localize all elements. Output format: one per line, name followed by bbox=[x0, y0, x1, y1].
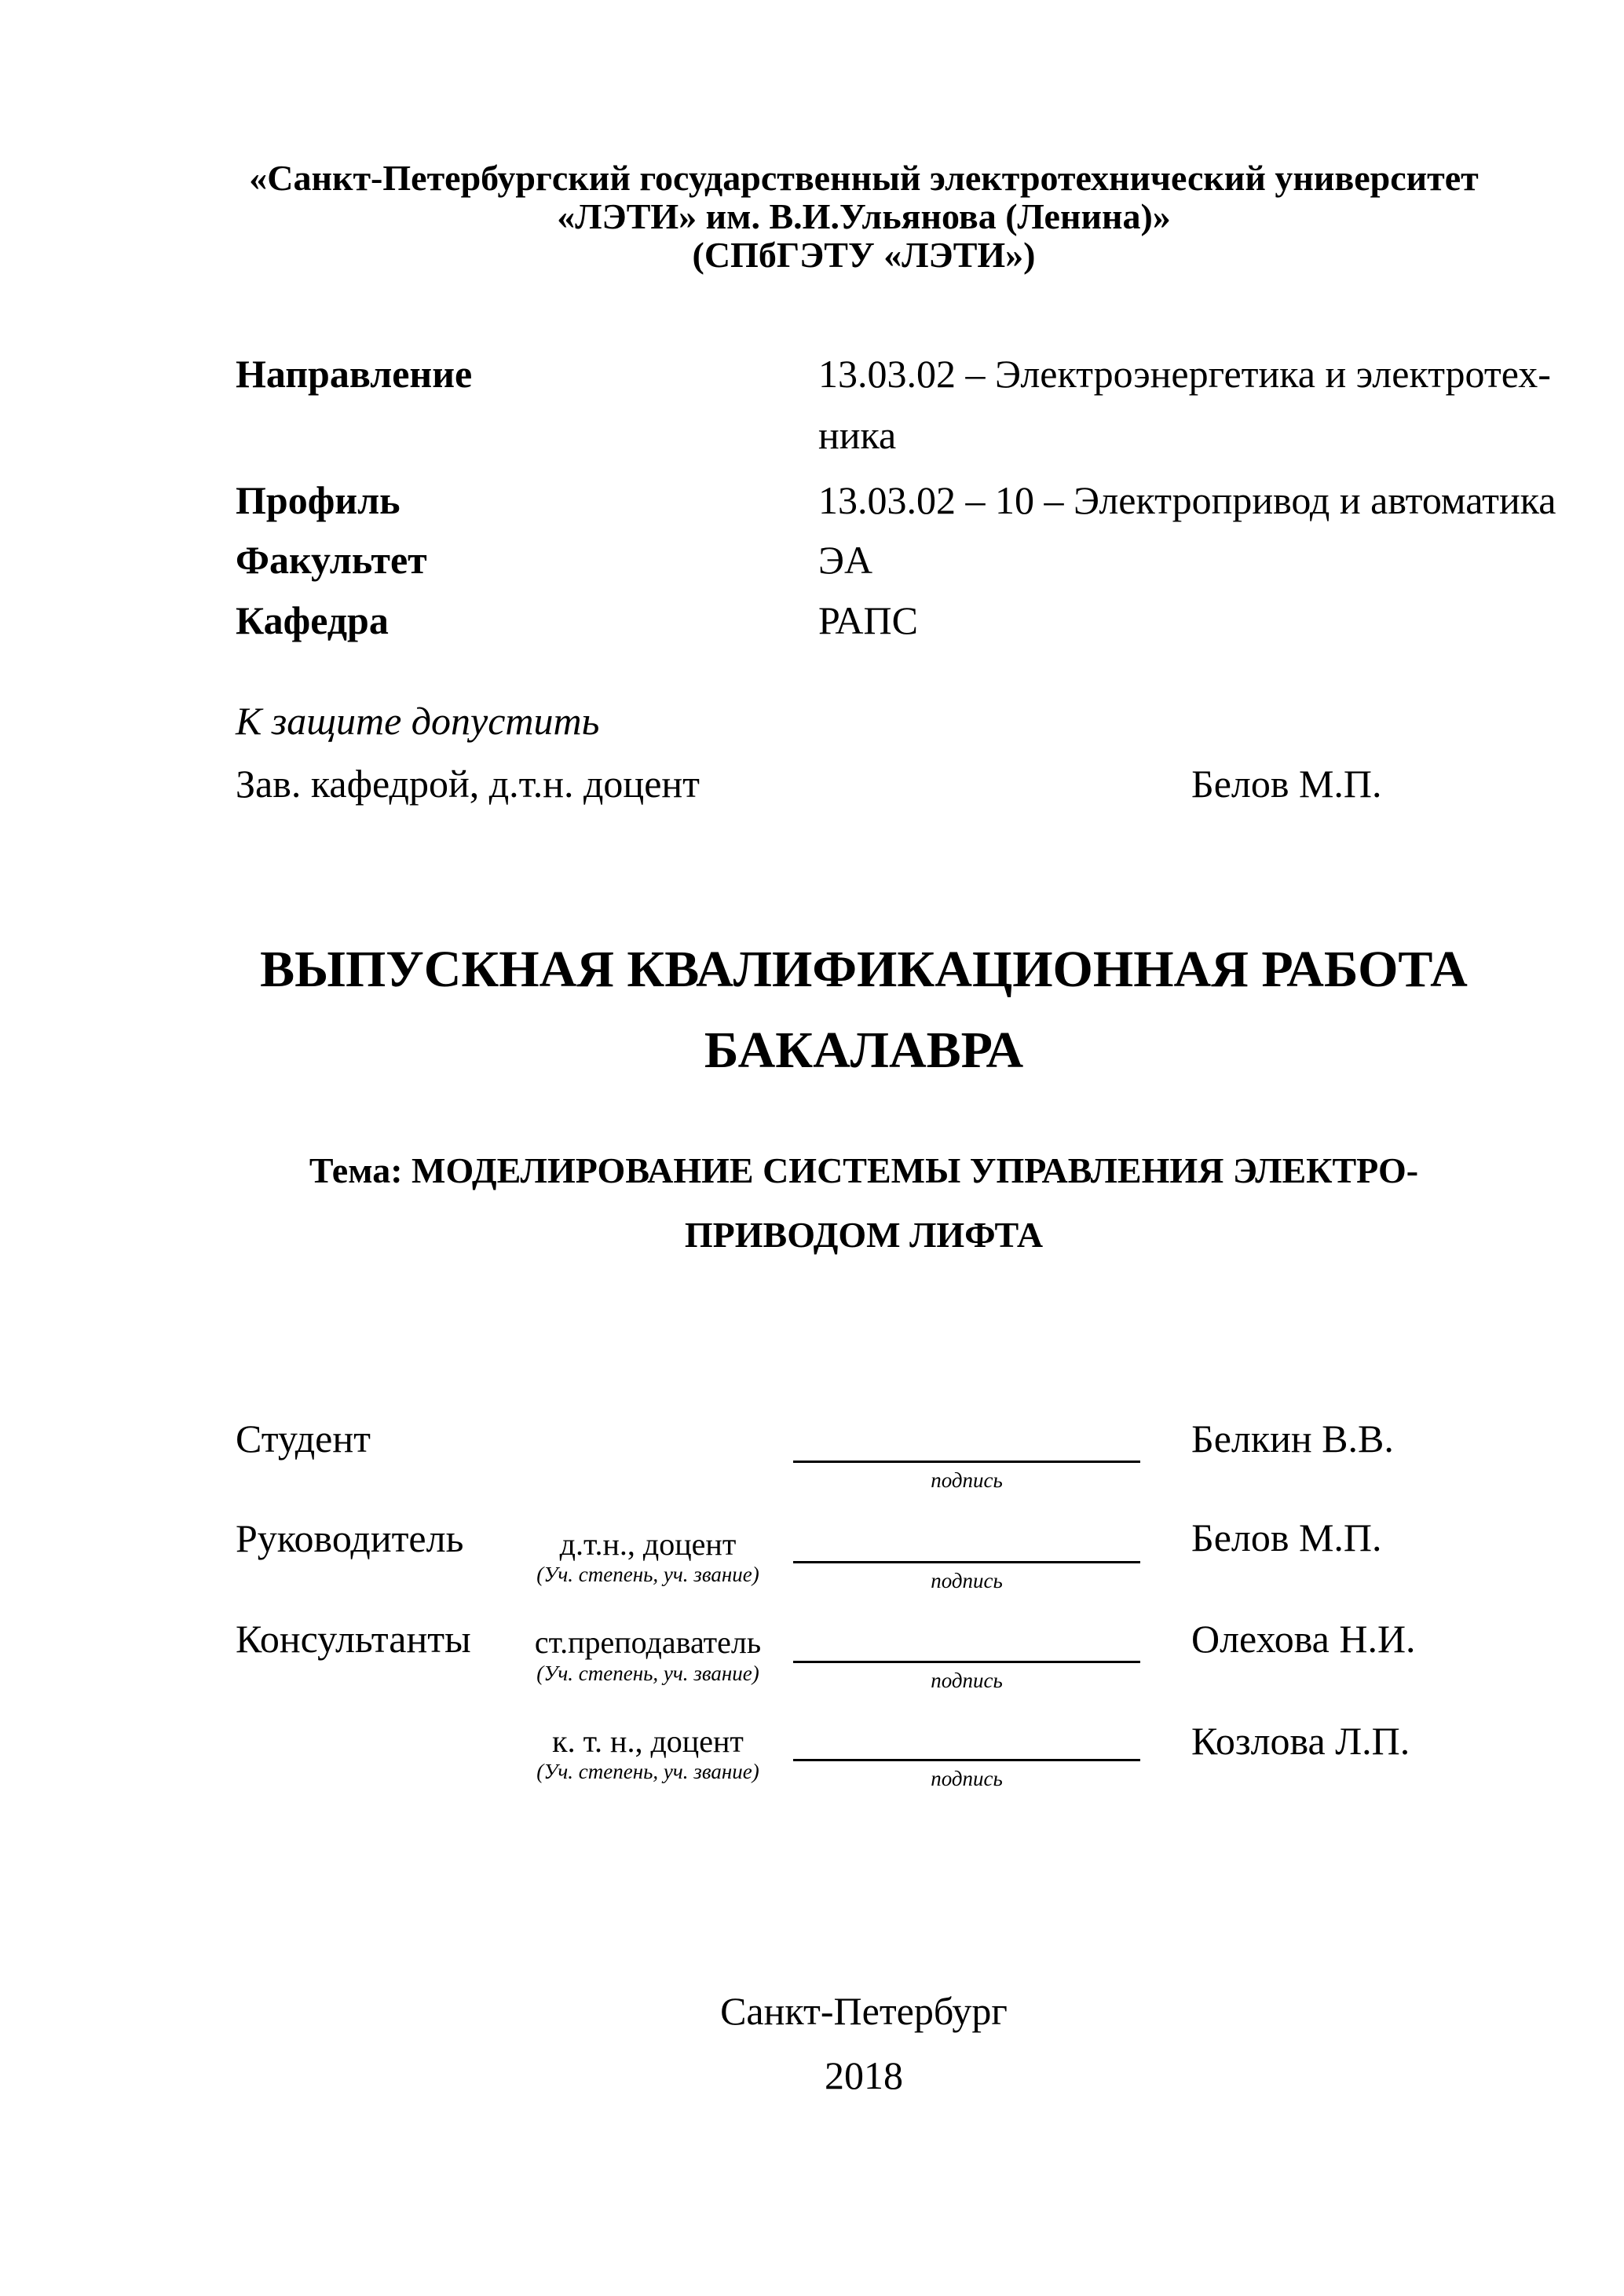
signature-name-student: Белкин В.В. bbox=[1191, 1417, 1394, 1461]
signature-name-supervisor: Белов М.П. bbox=[1191, 1515, 1382, 1559]
profile-value: 13.03.02 – 10 – Электропривод и автоматика bbox=[818, 478, 1556, 522]
university-name-line1: «Санкт-Петербургский государственный электротехнический университет bbox=[249, 158, 1479, 198]
signature-role-student: Студент bbox=[236, 1417, 371, 1461]
signature-role-consultants: Консультанты bbox=[236, 1617, 471, 1661]
signature-degree-supervisor: д.т.н., доцент bbox=[559, 1526, 737, 1562]
signature-line-consultant2 bbox=[793, 1759, 1140, 1761]
signature-caption-consultant1: подпись bbox=[931, 1669, 1003, 1692]
faculty-label: Факультет bbox=[236, 538, 427, 582]
faculty-value: ЭА bbox=[818, 538, 873, 582]
admission-note: К защите допустить bbox=[236, 699, 600, 743]
profile-label: Профиль bbox=[236, 478, 401, 522]
footer-city: Санкт-Петербург bbox=[720, 1989, 1008, 2033]
signature-line-supervisor bbox=[793, 1561, 1140, 1563]
direction-label: Направление bbox=[236, 352, 473, 396]
signature-role-supervisor: Руководитель bbox=[236, 1516, 464, 1560]
direction-value-line1: 13.03.02 – Электроэнергетика и электротех- bbox=[818, 352, 1551, 396]
approver-role: Зав. кафедрой, д.т.н. доцент bbox=[236, 762, 700, 806]
signature-line-student bbox=[793, 1461, 1140, 1463]
signature-caption-consultant2: подпись bbox=[931, 1767, 1003, 1790]
department-label: Кафедра bbox=[236, 598, 389, 642]
signature-name-consultant1: Олехова Н.И. bbox=[1191, 1617, 1416, 1661]
theme-line1: Тема: МОДЕЛИРОВАНИЕ СИСТЕМЫ УПРАВЛЕНИЯ ЭЛЕКТРО- bbox=[309, 1150, 1419, 1190]
degree-caption-supervisor: (Уч. степень, уч. звание) bbox=[536, 1563, 759, 1586]
signature-line-consultant1 bbox=[793, 1661, 1140, 1663]
university-name-line2: «ЛЭТИ» им. В.И.Ульянова (Ленина)» bbox=[557, 196, 1171, 236]
direction-value-line2: ника bbox=[818, 413, 897, 457]
work-title-line2: БАКАЛАВРА bbox=[704, 1022, 1024, 1079]
signature-degree-consultant2: к. т. н., доцент bbox=[552, 1724, 744, 1759]
signature-degree-consultant1: ст.преподаватель bbox=[534, 1625, 762, 1660]
signature-caption-supervisor: подпись bbox=[931, 1569, 1003, 1592]
signature-name-consultant2: Козлова Л.П. bbox=[1191, 1719, 1410, 1763]
university-abbreviation: (СПбГЭТУ «ЛЭТИ») bbox=[692, 235, 1036, 275]
department-value: РАПС bbox=[818, 598, 918, 642]
approver-name: Белов М.П. bbox=[1191, 762, 1382, 806]
degree-caption-consultant2: (Уч. степень, уч. звание) bbox=[536, 1760, 759, 1783]
work-title-line1: ВЫПУСКНАЯ КВАЛИФИКАЦИОННАЯ РАБОТА bbox=[260, 941, 1468, 998]
signature-caption-student: подпись bbox=[931, 1468, 1003, 1492]
theme-line2: ПРИВОДОМ ЛИФТА bbox=[684, 1215, 1044, 1255]
degree-caption-consultant1: (Уч. степень, уч. звание) bbox=[536, 1662, 759, 1685]
footer-year: 2018 bbox=[825, 2053, 903, 2097]
university-header bbox=[196, 159, 1531, 274]
